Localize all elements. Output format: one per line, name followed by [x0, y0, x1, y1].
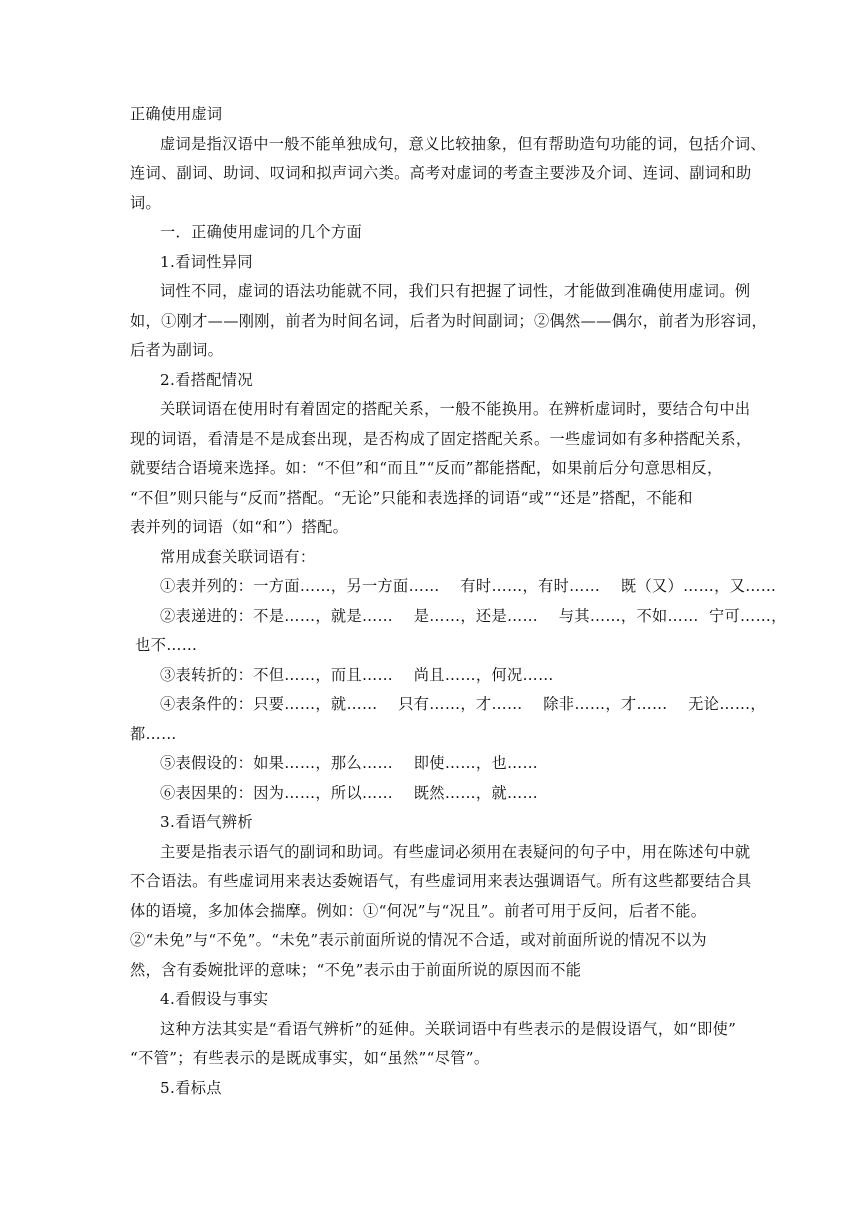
- sub2-line-1: 关联词语在使用时有着固定的搭配关系，一般不能换用。在辨析虚词时，要结合句中出: [160, 400, 751, 418]
- sub1-line-3: 后者为副词。: [130, 341, 224, 359]
- intro-line-2: 连词、副词、助词、叹词和拟声词六类。高考对虚词的考查主要涉及介词、连词、副词和助: [130, 164, 752, 182]
- sub2-line-2: 现的词语，看清是不是成套出现，是否构成了固定搭配关系。一些虚词如有多种搭配关系，: [130, 429, 752, 448]
- conjunction-item: ①表并列的：一方面……，另一方面…… 有时……，有时…… 既（又）……，又……: [160, 577, 777, 595]
- conjunction-item: ③表转折的：不但……，而且…… 尚且……，何况……: [160, 665, 554, 684]
- sub3-line-1: 主要是指表示语气的副词和助词。有些虚词必须用在表疑问的句子中，用在陈述句中就: [160, 842, 751, 861]
- sub3-line-5: 然，含有委婉批评的意味；“不免”表示由于前面所说的原因而不能: [130, 960, 582, 979]
- sub2-line-4: “不但”则只能与“反而”搭配。“无论”只能和表选择的词语“或”“还是”搭配，不能和: [130, 488, 693, 507]
- subheading-4: 4.看假设与事实: [160, 990, 269, 1008]
- subheading-2: 2.看搭配情况: [160, 370, 253, 389]
- intro-line-3: 词。: [130, 193, 162, 212]
- subheading-3: 3.看语气辨析: [160, 813, 253, 831]
- conjunction-item: 都……: [130, 724, 177, 743]
- intro-line-1: 虚词是指汉语中一般不能单独成句，意义比较抽象，但有帮助造句功能的词，包括介词、: [160, 134, 766, 153]
- section-heading: 一．正确使用虚词的几个方面: [160, 223, 362, 241]
- sub4-line-1: 这种方法其实是“看语气辨析”的延伸。关联词语中有些表示的是假设语气，如“即使”: [160, 1019, 737, 1038]
- document-page: [130, 100, 787, 1103]
- document-title: 正确使用虚词: [130, 105, 223, 123]
- conjunction-item: 也不……: [130, 636, 198, 654]
- subheading-1: 1.看词性异同: [160, 252, 253, 271]
- common-conjunctions-intro: 常用成套关联词语有：: [160, 547, 316, 566]
- sub1-line-2: 如，①刚才——刚刚，前者为时间名词，后者为时间副词；②偶然——偶尔，前者为形容词，: [130, 311, 768, 330]
- sub3-line-2: 不合语法。有些虚词用来表达委婉语气，有些虚词用来表达强调语气。所有这些都要结合具: [130, 872, 752, 890]
- conjunction-item: ④表条件的：只要……，就…… 只有……，才…… 除非……，才…… 无论……，: [160, 695, 766, 713]
- sub2-line-3: 就要结合语境来选择。如：“不但”和“而且”“反而”都能搭配，如果前后分句意思相反，: [130, 459, 723, 477]
- sub3-line-3: 体的语境，多加体会揣摩。例如：①“何况”与“况且”。前者可用于反问，后者不能。: [130, 901, 707, 920]
- subheading-5: 5.看标点: [160, 1078, 222, 1097]
- sub2-line-5: 表并列的词语（如“和”）搭配。: [130, 518, 349, 536]
- sub3-line-4: ②“未免”与“不免”。“未免”表示前面所说的情况不合适，或对前面所说的情况不以为: [130, 931, 707, 949]
- conjunction-item: ⑥表因果的：因为……，所以…… 既然……，就……: [160, 783, 539, 802]
- sub4-line-2: “不管”；有些表示的是既成事实，如“虽然”“尽管”。: [130, 1049, 490, 1067]
- sub1-line-1: 词性不同，虚词的语法功能就不同，我们只有把握了词性，才能做到准确使用虚词。例: [160, 282, 751, 300]
- conjunction-item: ⑤表假设的：如果……，那么…… 即使……，也……: [160, 754, 539, 772]
- conjunction-item: ②表递进的：不是……，就是…… 是……，还是…… 与其……，不如…… 宁可……，: [160, 606, 787, 625]
